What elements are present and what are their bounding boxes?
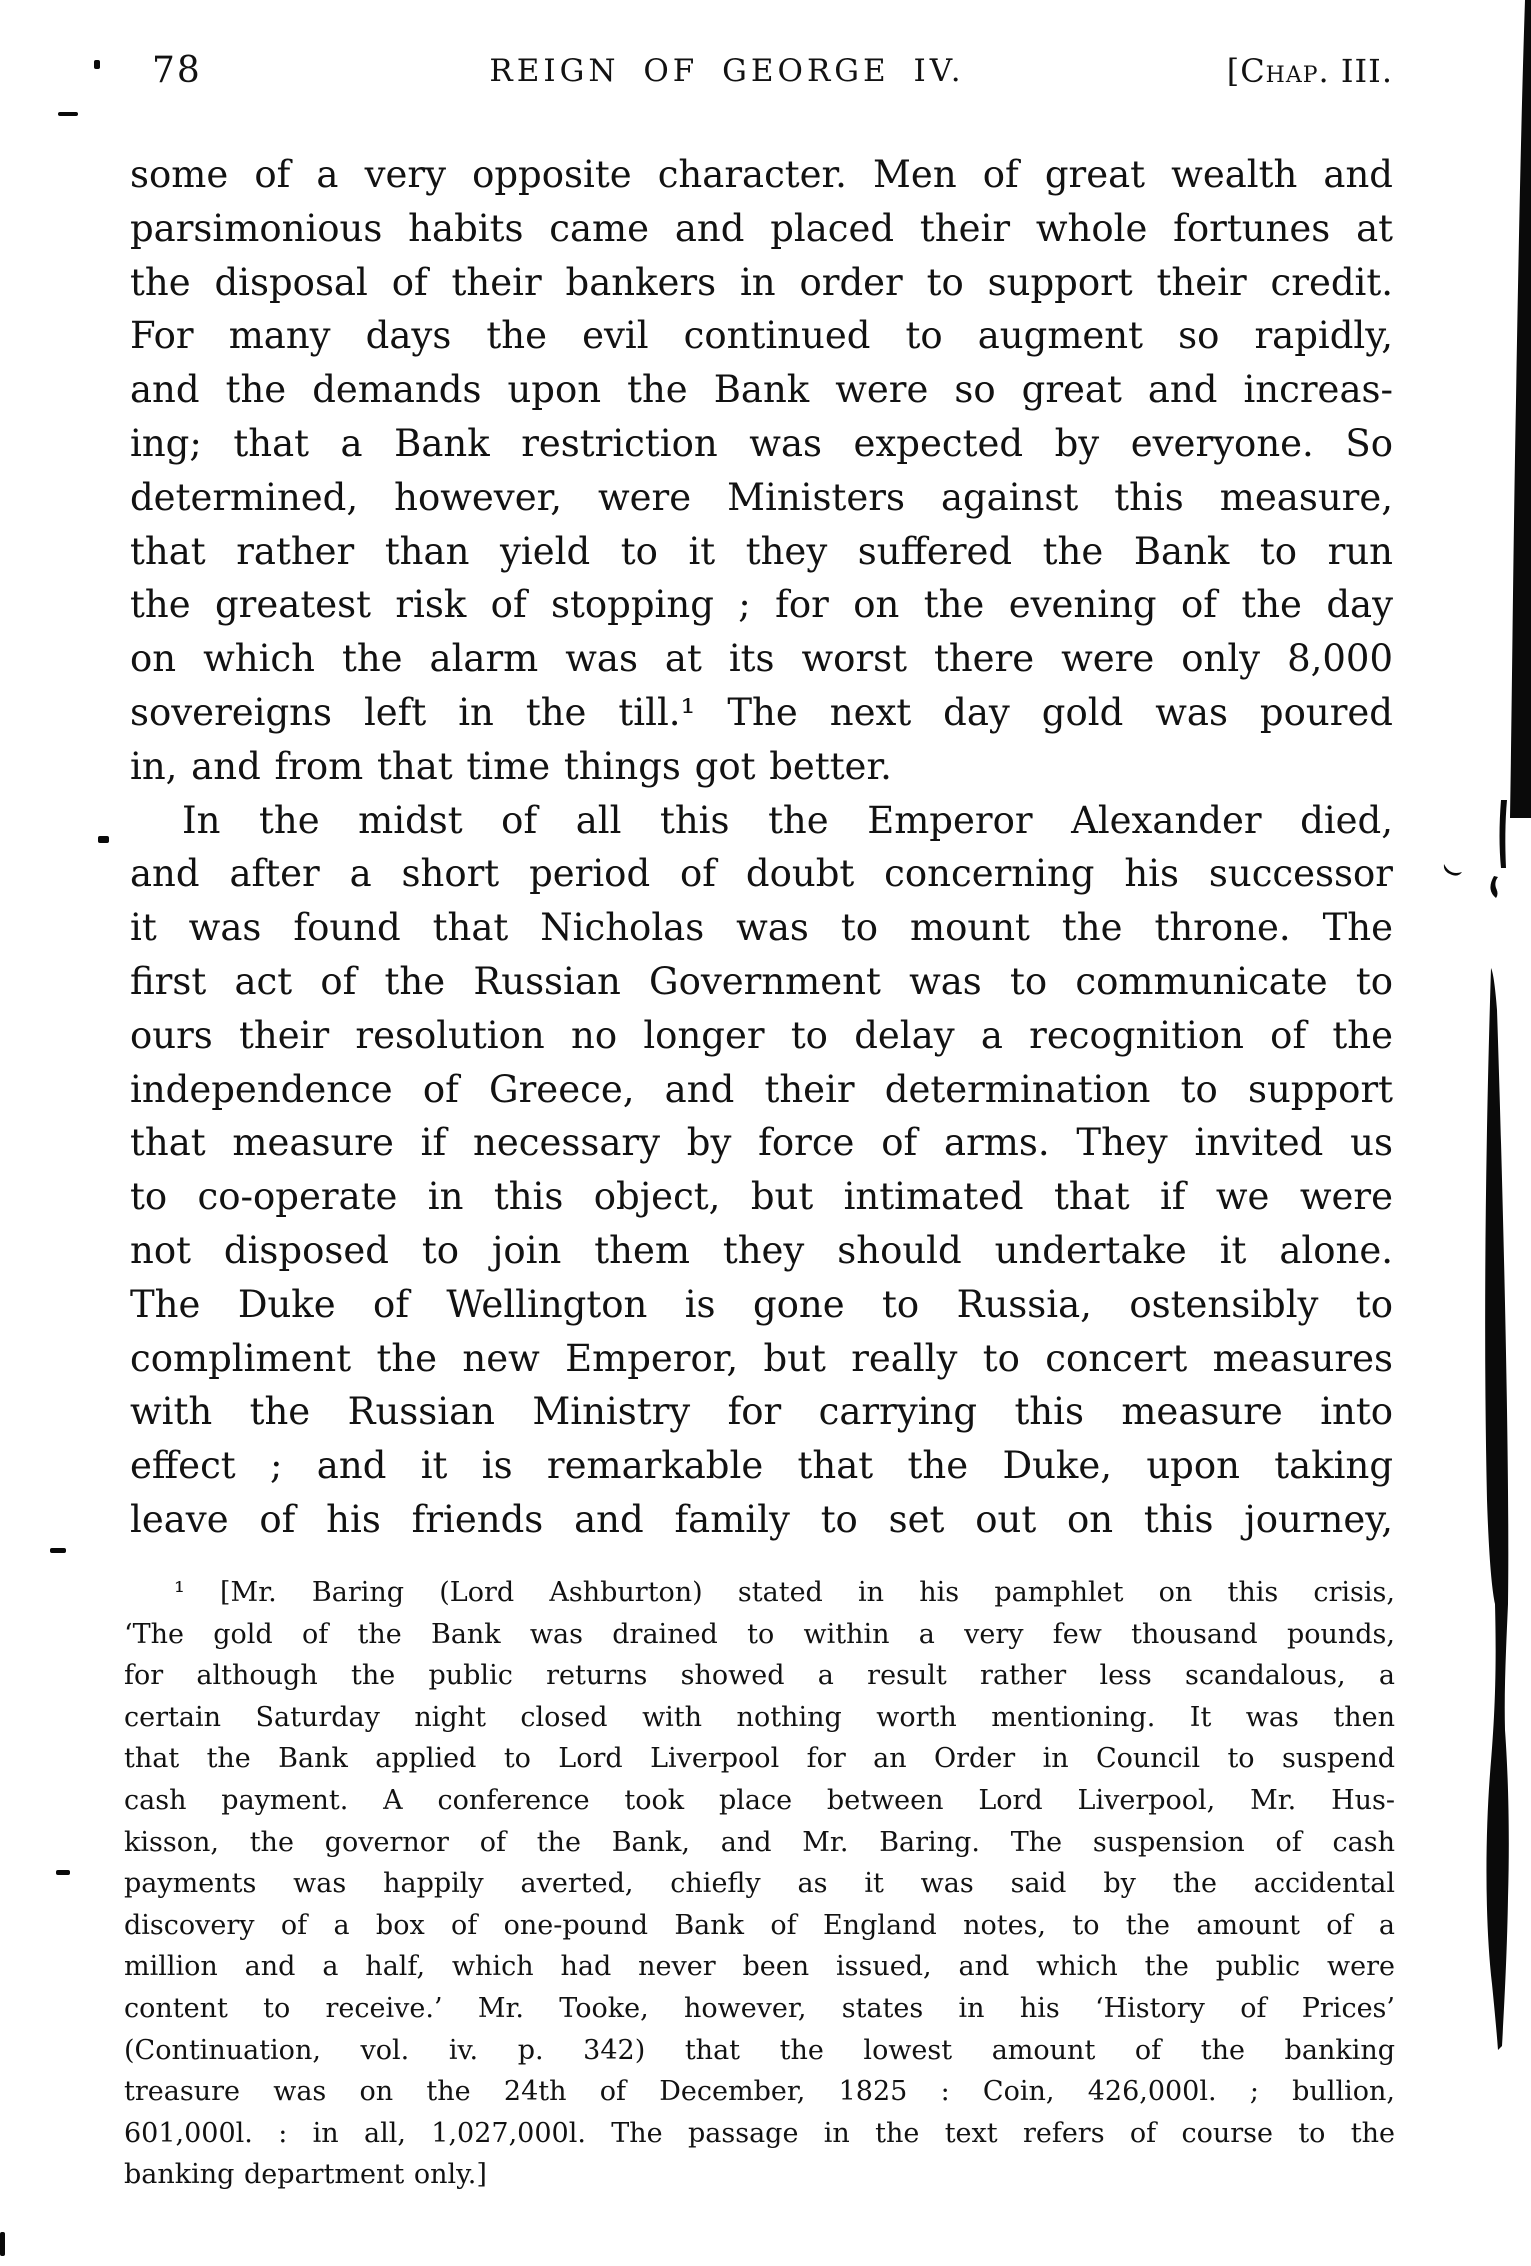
- ink-speck: [58, 112, 78, 116]
- body-text: [130, 148, 1393, 1547]
- paragraph: [130, 794, 1393, 1547]
- text-line: that measure if necessary by force of arms. They invited us: [130, 1121, 1393, 1165]
- text-line: The Duke of Wellington is gone to Russia, ostensibly to: [130, 1282, 1393, 1326]
- text-line: determined, however, were Ministers against this measure,: [130, 475, 1393, 519]
- text-line: ing; that a Bank restriction was expected by everyone. So: [130, 421, 1393, 465]
- ink-speck: [0, 2232, 5, 2256]
- text-line: million and a half, which had never been issued, and which the public were: [124, 1951, 1395, 1983]
- text-line: 601,000l. : in all, 1,027,000l. The passage in the text refers of course to the: [124, 2117, 1395, 2149]
- text-line: cash payment. A conference took place between Lord Liverpool, Mr. Hus-: [124, 1784, 1395, 1816]
- paragraph: [130, 148, 1393, 794]
- text-line: sovereigns left in the till.¹ The next day gold was poured: [130, 690, 1393, 734]
- text-line: payments was happily averted, chiefly as it was said by the accidental: [124, 1868, 1395, 1900]
- text-line: In the midst of all this the Emperor Alexander died,: [182, 798, 1393, 842]
- text-line: and after a short period of doubt concerning his successor: [130, 852, 1393, 896]
- text-line: certain Saturday night closed with nothing worth mentioning. It was then: [124, 1701, 1395, 1733]
- text-line: in, and from that time things got better.: [130, 744, 892, 788]
- text-line: ours their resolution no longer to delay a recognition of the: [130, 1013, 1393, 1057]
- page-header: [0, 50, 1531, 96]
- text-line: independence of Greece, and their determination to support: [130, 1067, 1393, 1111]
- text-line: not disposed to join them they should undertake it alone.: [130, 1228, 1393, 1272]
- text-line: effect ; and it is remarkable that the Duke, upon taking: [130, 1444, 1393, 1488]
- text-line: For many days the evil continued to augment so rapidly,: [130, 314, 1393, 358]
- text-line: treasure was on the 24th of December, 1825 : Coin, 426,000l. ; bullion,: [124, 2076, 1395, 2108]
- text-line: kisson, the governor of the Bank, and Mr. Baring. The suspension of cash: [124, 1826, 1395, 1858]
- paragraph: [124, 1572, 1395, 2196]
- text-line: on which the alarm was at its worst there were only 8,000: [130, 637, 1393, 681]
- text-line: ‘The gold of the Bank was drained to within a very few thousand pounds,: [124, 1618, 1395, 1650]
- text-line: leave of his friends and family to set out on this journey,: [130, 1497, 1393, 1541]
- text-line: compliment the new Emperor, but really to concert measures: [130, 1336, 1393, 1380]
- text-line: that the Bank applied to Lord Liverpool for an Order in Council to suspend: [124, 1743, 1395, 1775]
- ink-speck: [56, 1870, 70, 1875]
- text-line: for although the public returns showed a result rather less scandalous, a: [124, 1660, 1395, 1692]
- text-line: it was found that Nicholas was to mount the throne. The: [130, 906, 1393, 950]
- ink-speck: [98, 836, 109, 843]
- chapter-reference: [Chap. III.: [1226, 52, 1393, 90]
- text-line: banking department only.]: [124, 2159, 487, 2191]
- text-line: with the Russian Ministry for carrying this measure into: [130, 1390, 1393, 1434]
- text-line: discovery of a box of one-pound Bank of England notes, to the amount of a: [124, 1909, 1395, 1941]
- text-line: ¹ [Mr. Baring (Lord Ashburton) stated in his pamphlet on this crisis,: [174, 1577, 1395, 1608]
- text-line: content to receive.’ Mr. Tooke, however, states in his ‘History of Prices’: [124, 1992, 1395, 2024]
- text-line: the disposal of their bankers in order to support their credit.: [130, 260, 1393, 304]
- text-line: that rather than yield to it they suffered the Bank to run: [130, 529, 1393, 573]
- ink-speck: [94, 60, 100, 69]
- text-line: some of a very opposite character. Men of great wealth and: [130, 153, 1393, 196]
- text-line: and the demands upon the Bank were so great and increas-: [130, 368, 1393, 412]
- running-title: REIGN OF GEORGE IV.: [489, 53, 965, 89]
- text-line: first act of the Russian Government was to communicate to: [130, 959, 1393, 1003]
- text-line: parsimonious habits came and placed their whole fortunes at: [130, 206, 1393, 250]
- text-line: (Continuation, vol. iv. p. 342) that the lowest amount of the banking: [124, 2034, 1395, 2066]
- text-line: the greatest risk of stopping ; for on the evening of the day: [130, 583, 1393, 627]
- text-line: to co-operate in this object, but intimated that if we were: [130, 1175, 1393, 1219]
- ink-speck: [50, 1548, 66, 1553]
- footnote: [124, 1572, 1395, 2196]
- page-number: 78: [152, 50, 202, 91]
